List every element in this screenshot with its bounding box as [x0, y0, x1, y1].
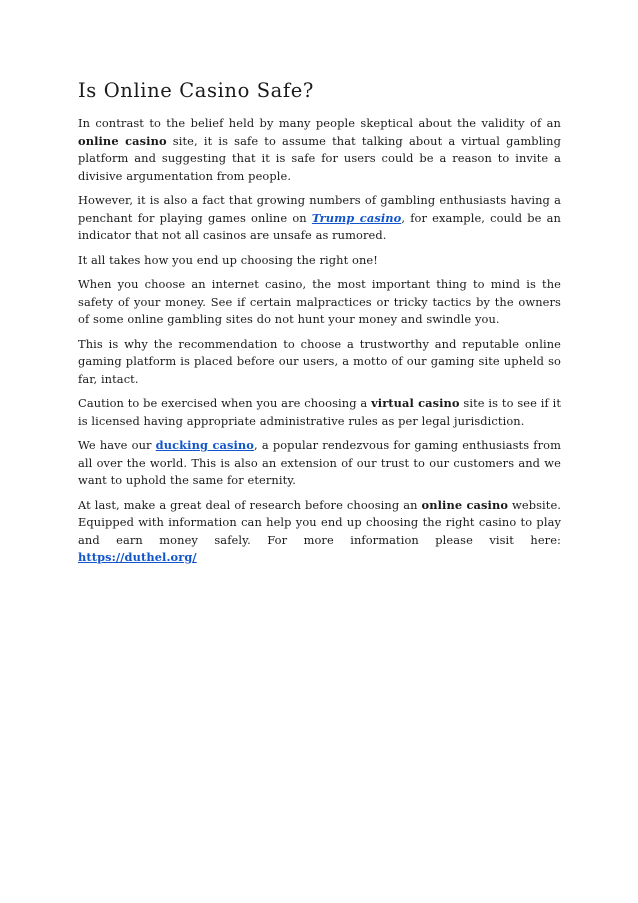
- ducking-casino-link[interactable]: ducking casino: [155, 438, 255, 452]
- paragraph-1-text-start: In contrast to the belief held by many people skeptical about the validity of an: [78, 116, 561, 130]
- paragraph-8: [78, 497, 561, 567]
- paragraph-4: When you choose an internet casino, the most important thing to mind is the safety of your money. See if certain malpractices or tricky tactics by the owners of some online gambling sites do not hunt your money and swindle you.: [78, 277, 561, 326]
- online-casino-keyword-2: online casino: [421, 497, 509, 512]
- paragraph-6-text-end: site is to see if it is licensed having appropriate administrative rules as per legal jurisdiction.: [78, 396, 561, 428]
- paragraph-7: [78, 437, 561, 490]
- paragraph-5: This is why the recommendation to choose a trustworthy and reputable online gaming platform is placed before our users, a motto of our gaming site upheld so far, intact.: [78, 336, 561, 386]
- paragraph-6: [78, 395, 561, 430]
- paragraph-6-text-start: Caution to be exercised when you are choosing a: [78, 396, 372, 410]
- document-title: Is Online Casino Safe?: [78, 79, 314, 102]
- paragraph-8-text-start: At last, make a great deal of research before choosing an: [78, 497, 422, 512]
- paragraph-2-text-start: However, it is also a fact that growing numbers of gambling enthusiasts having a penchant for playing games online on: [78, 193, 561, 225]
- document-page: [78, 79, 561, 574]
- paragraph-7-text-end: , a popular rendezvous for gaming enthusiasts from all over the world. This is also an extension of our trust to our customers and we want to uphold the same for eternity.: [78, 438, 562, 487]
- paragraph-2: [78, 192, 561, 245]
- paragraph-8-text-middle: website. Equipped with information can help you end up choosing the right casino to play and earn money safely. For more information please visit here:: [78, 497, 562, 547]
- paragraph-3: It all takes how you end up choosing the right one!: [78, 252, 378, 267]
- paragraph-2-text-end: , for example, could be an indicator that not all casinos are unsafe as rumored.: [78, 210, 561, 242]
- online-casino-keyword: online casino: [78, 133, 167, 148]
- paragraph-1: [78, 115, 561, 185]
- paragraph-1-text-end: site, it is safe to assume that talking about a virtual gambling platform and suggesting that it is safe for users could be a reason to invite a divisive argumentation from people.: [78, 133, 562, 183]
- virtual-casino-keyword: virtual casino: [371, 396, 460, 410]
- trump-casino-link[interactable]: Trump casino: [311, 210, 402, 225]
- duthel-website-link[interactable]: https://duthel.org/: [78, 550, 197, 564]
- paragraph-7-text-start: We have our: [78, 438, 156, 452]
